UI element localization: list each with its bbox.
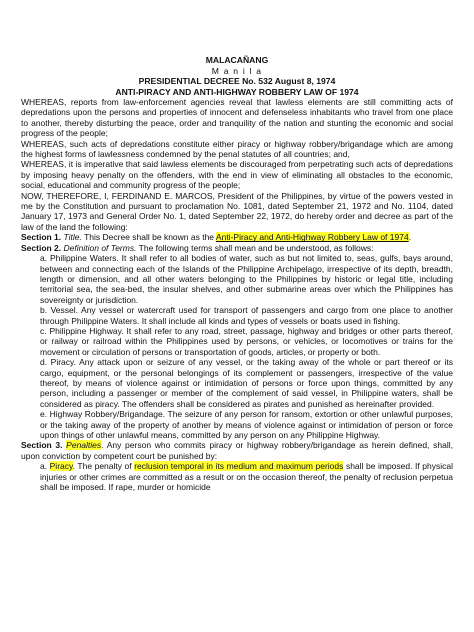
- section-2-text: The following terms shall mean and be understood, as follows:: [136, 242, 374, 253]
- section-1: [21, 232, 453, 242]
- definition-philippine-waters: a. Philippine Waters. It shall refer to all bodies of water, such as but not limited to, seas, gulfs, bays around, between and connecting each of the Islands of the Philippine Archipelago, irrespective of its depth, breadth, length or dimension, and all other waters belonging to the Philippines by historic or legal title, including territorial sea, the sea-bed, the insular shelves, and other submarine areas over which the Philippines has sovereignty or jurisdiction.: [40, 253, 453, 305]
- penalty-a-prefix: a.: [40, 461, 50, 472]
- section-1-label: Section 1.: [21, 232, 62, 243]
- section-1-highlight: Anti-Piracy and Anti-Highway Robbery Law of 1974: [215, 232, 409, 243]
- definition-piracy: d. Piracy. Any attack upon or seizure of any vessel, or the taking away of the whole or part thereof or its cargo, equipment, or the personal belongings of its complement or passengers, irrespective of the value thereof, by means of violence against or intimidation of persons or force upon things, committed by any person, including a passenger or member of the complement of said vessel, in Philippine waters, shall be considered as piracy. The offenders shall be considered as pirates and punished as hereinafter provided.: [40, 357, 453, 409]
- section-2-label: Section 2.: [21, 242, 62, 253]
- section-3-text: . Any person who commits piracy or highway robbery/brigandage as herein defined, shall, upon conviction by competent court be punished by:: [21, 440, 453, 461]
- office-heading: MALACAÑANG: [205, 55, 269, 65]
- whereas-paragraph-1: WHEREAS, reports from law-enforcement agencies reveal that lawless elements are still committing acts of depredations upon the persons and properties of innocent and defenseless inhabitants who travel from one place to another, thereby disturbing the peace, order and tranquility of the nation and stunting the economic and social progress of the people;: [21, 97, 453, 139]
- whereas-paragraph-3: WHEREAS, it is imperative that said lawless elements be discouraged from perpetrating such acts of depredations by imposing heavy penalty on the offenders, with the end in view of eliminating all obstacles to the economic, social, educational and community progress of the people;: [21, 159, 453, 191]
- penalty-piracy: [21, 461, 453, 492]
- section-3: [21, 440, 453, 461]
- section-3-title: Penalties: [66, 440, 102, 451]
- now-therefore-paragraph: NOW, THEREFORE, I, FERDINAND E. MARCOS, President of the Philippines, by virtue of the powers vested in me by the Constitution and pursuant to proclamation No. 1081, dated September 21, 1972 and No. 1104, dated January 17, 1973 and General Order No. 1, dated September 22, 1972, do hereby order and decree as part of the law of the land the following:: [21, 190, 453, 232]
- place-heading: M a n i l a: [211, 65, 263, 76]
- definition-highway-robbery: e. Highway Robbery/Brigandage. The seizure of any person for ransom, extortion or other unlawful purposes, or the taking away of the property of another by means of violence against or intimidation of person or force upon things of other unlawful means, committed by any person on any Philippine Highway.: [40, 409, 453, 440]
- section-1-title: Title.: [63, 232, 82, 243]
- decree-heading: PRESIDENTIAL DECREE No. 532 August 8, 1974: [138, 76, 336, 86]
- section-2: [21, 243, 453, 253]
- penalty-a-text-1: . The penalty of: [72, 461, 135, 472]
- penalty-a-text-2: shall be imposed. If physical injuries or other crimes are committed as a result or on the occasion thereof, the penalty of reclusion perpetua shall be imposed. If rape, murder or homicide: [40, 461, 453, 493]
- law-title-heading: ANTI-PIRACY AND ANTI-HIGHWAY ROBBERY LAW OF 1974: [115, 86, 359, 97]
- section-1-text: This Decree shall be known as the: [81, 232, 216, 243]
- definition-philippine-highway: c. Philippine Highway. It shall refer to any road, street, passage, highway and bridges or other parts thereof, or railway or railroad within the Philippines used by persons, or vehicles, or locomotives or trains for the movement or circulation of persons or transportation of goods, articles, or property or both.: [40, 325, 453, 357]
- penalty-a-highlight: reclusion temporal in its medium and maximum periods: [134, 461, 344, 472]
- section-1-end: .: [408, 232, 412, 243]
- whereas-paragraph-2: WHEREAS, such acts of depredations constitute either piracy or highway robbery/brigandage which are among the highest forms of lawlessness condemned by the penal statutes of all countries; and,: [21, 138, 453, 160]
- penalty-a-word: Piracy: [49, 461, 73, 472]
- definition-vessel: b. Vessel. Any vessel or watercraft used for transport of passengers and cargo from one place to another through Philippine Waters. It shall include all kinds and types of vessels or boats used in fishing.: [40, 305, 453, 326]
- section-3-label: Section 3.: [21, 440, 63, 451]
- section-2-title: Definition of Terms.: [63, 242, 137, 253]
